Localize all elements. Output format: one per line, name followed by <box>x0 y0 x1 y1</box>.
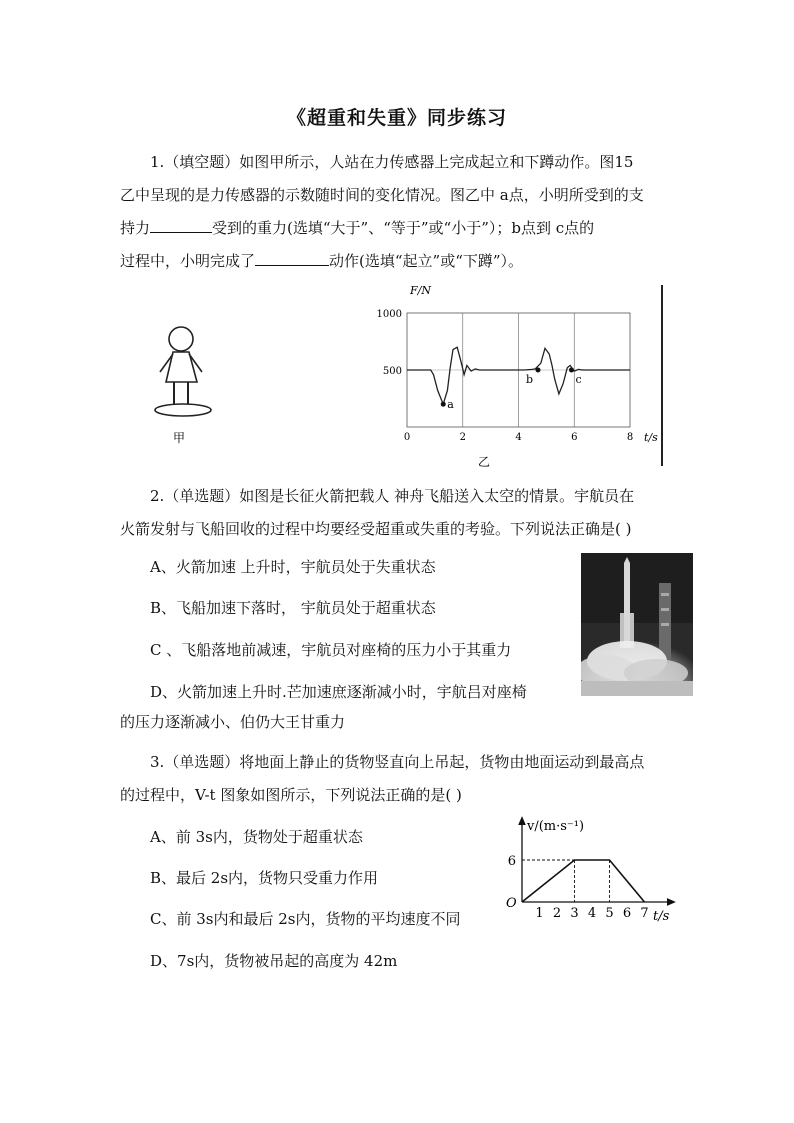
force-y-tick: 1000 <box>376 309 402 320</box>
force-x-tick: 4 <box>515 432 522 443</box>
force-y-label: F/N <box>410 284 431 297</box>
q1-line-3-start: 持力 <box>120 219 151 237</box>
q1-line-2: 乙中呈现的是力传感器的示数随时间的变化情况。图乙中 a点，小明所受到的支 <box>120 186 644 204</box>
q1-line-3 <box>120 212 680 245</box>
answer-blank-1[interactable] <box>150 218 212 233</box>
force-y-tick: 500 <box>382 366 402 377</box>
vt-x-tick: 4 <box>587 906 597 921</box>
fig-yi-label: 乙 <box>478 455 491 468</box>
q1-line-4-start: 过程中，小明完成了 <box>120 252 256 270</box>
vt-x-tick: 1 <box>535 906 544 921</box>
force-x-tick: 8 <box>626 432 634 443</box>
force-point-c <box>569 368 574 373</box>
question-2 <box>120 480 680 546</box>
q1-line-4-end: 动作(选填“起立”或“下蹲”）。 <box>329 252 524 270</box>
q2-option-d-continued: 的压力逐渐减小、伯仍大王甘重力 <box>120 713 346 731</box>
force-chart-ticks <box>377 309 634 443</box>
force-point-a <box>441 402 446 407</box>
page-title: 《超重和失重》同步练习 <box>286 107 507 129</box>
vt-x-tick: 3 <box>570 906 579 921</box>
force-point-label-b: b <box>526 373 534 386</box>
figure-person-on-sensor <box>150 320 220 450</box>
question-1 <box>120 146 680 278</box>
person-arms <box>160 354 202 372</box>
person-legs <box>174 382 188 404</box>
vt-series-line <box>522 860 645 902</box>
q3-line-1: 3.（单选题）将地面上静止的货物竖直向上吊起，货物由地面运动到最高点 <box>150 753 645 771</box>
rocket-launch-photo <box>581 553 693 696</box>
q2-option-d[interactable]: D、火箭加速上升时.芒加速庶逐渐减小时，宇航吕对座椅 <box>150 683 527 701</box>
force-point-label-c: c <box>575 373 582 386</box>
force-x-tick: 6 <box>571 432 578 443</box>
fig-jia-label: 甲 <box>173 431 186 445</box>
force-x-tick: 0 <box>403 432 411 443</box>
q1-line-1: 1.（填空题）如图甲所示，人站在力传感器上完成起立和下蹲动作。图15 <box>150 153 634 171</box>
q3-option-c[interactable]: C、前 3s内和最后 2s内，货物的平均速度不同 <box>150 910 461 928</box>
q1-line-3-end: 受到的重力(选填“大于”、“等于”或“小于”）；b点到 c点的 <box>212 219 595 237</box>
question-3 <box>120 746 680 812</box>
vt-x-tick: 6 <box>622 906 632 921</box>
vt-y-tick: 6 <box>507 854 516 869</box>
q2-option-b[interactable]: B、飞船加速下落时， 宇航员处于超重状态 <box>150 599 436 617</box>
force-sensor-plate <box>155 404 211 416</box>
vt-origin-label: O <box>506 896 517 911</box>
vt-x-tick: 2 <box>552 906 562 921</box>
velocity-time-chart <box>500 812 680 930</box>
vt-x-tick: 7 <box>640 906 649 921</box>
q2-option-c[interactable]: C 、飞船落地前减速，宇航员对座椅的压力小于其重力 <box>150 641 512 659</box>
q3-option-a[interactable]: A、前 3s内，货物处于超重状态 <box>150 828 363 846</box>
person-head <box>169 327 193 351</box>
force-point-label-a: a <box>447 398 454 412</box>
vt-chart-ticks <box>508 854 649 921</box>
answer-blank-2[interactable] <box>255 251 329 266</box>
vt-y-label: v/(m·s⁻¹) <box>527 819 585 834</box>
force-time-chart <box>372 283 672 468</box>
q2-line-1: 2.（单选题）如图是长征火箭把载人 神舟飞船送入太空的情景。宇航员在 <box>150 487 635 505</box>
q2-option-a[interactable]: A、火箭加速 上升时，宇航员处于失重状态 <box>150 558 436 576</box>
q3-option-b[interactable]: B、最后 2s内，货物只受重力作用 <box>150 869 379 887</box>
force-point-b <box>536 368 541 373</box>
force-x-label: t/s <box>644 431 658 444</box>
force-x-tick: 2 <box>459 432 466 443</box>
q3-option-d[interactable]: D、7s内，货物被吊起的高度为 42m <box>150 952 398 970</box>
q1-line-4 <box>120 245 680 278</box>
q2-line-2: 火箭发射与飞船回收的过程中均要经受超重或失重的考验。下列说法正确是( ) <box>120 520 632 538</box>
vt-x-label: t/s <box>653 909 670 924</box>
q3-line-2: 的过程中，V-t 图象如图所示，下列说法正确的是( ) <box>120 786 462 804</box>
vt-x-tick: 5 <box>605 906 614 921</box>
